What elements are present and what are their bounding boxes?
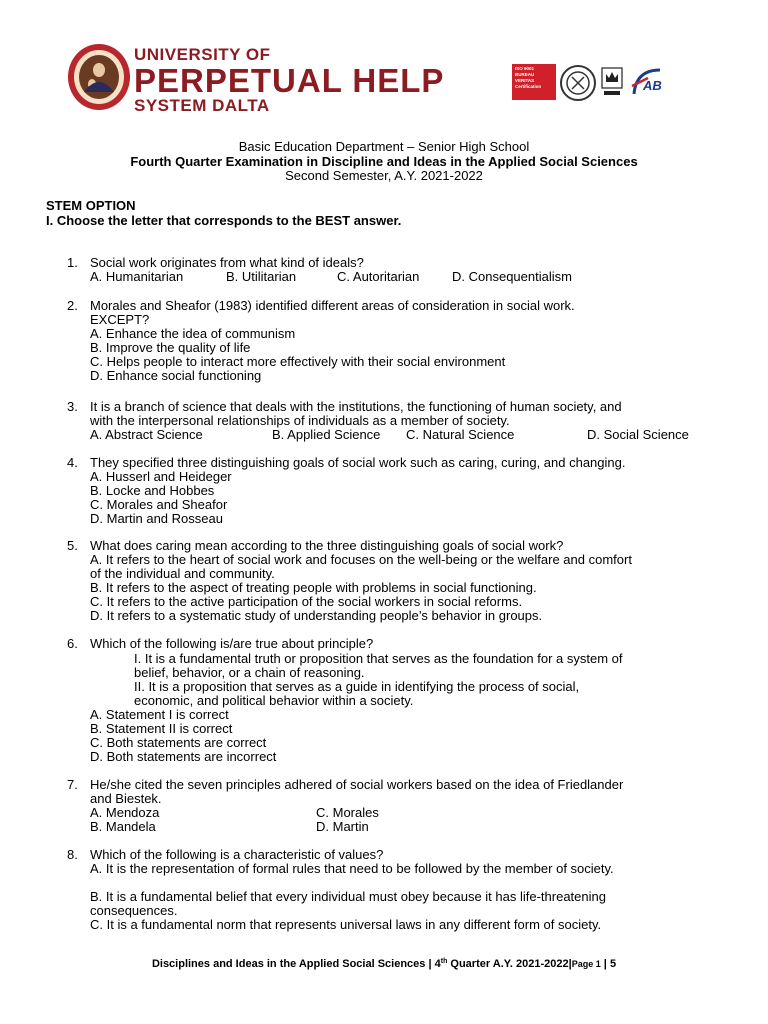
section-option: STEM OPTION <box>46 198 136 213</box>
option-b[interactable]: B. Utilitarian <box>226 269 297 284</box>
question-stem: What does caring mean according to the three distinguishing goals of social work? <box>90 538 564 553</box>
option-b[interactable]: B. Applied Science <box>272 427 381 442</box>
university-name-line1: UNIVERSITY OF <box>134 45 271 64</box>
university-seal-icon <box>66 42 132 112</box>
option-d[interactable]: D. Both statements are incorrect <box>90 749 277 764</box>
option-c[interactable]: C. It refers to the active participation of the social workers in social reforms. <box>90 594 523 609</box>
question-number: 1. <box>67 255 78 270</box>
exam-title: Fourth Quarter Examination in Discipline and Ideas in the Applied Social Sciences <box>130 154 638 169</box>
option-d[interactable]: D. Martin <box>316 819 369 834</box>
question-stem-line1: He/she cited the seven principles adhered of social workers based on the idea of Friedlander <box>90 777 624 792</box>
semester-title: Second Semester, A.Y. 2021-2022 <box>285 168 483 183</box>
university-logo <box>66 40 445 115</box>
iso-certification-badge: ISO 9001 BUREAU VERITAS Certification <box>512 64 556 100</box>
option-b[interactable]: B. Statement II is correct <box>90 721 233 736</box>
option-b[interactable]: B. Mandela <box>90 819 156 834</box>
option-b[interactable]: B. Locke and Hobbes <box>90 483 215 498</box>
statement-2-line1: II. It is a proposition that serves as a guide in identifying the process of social, <box>134 679 580 694</box>
option-c[interactable]: C. Helps people to interact more effectively with their social environment <box>90 354 506 369</box>
question-number: 4. <box>67 455 78 470</box>
option-d[interactable]: D. It refers to a systematic study of understanding people’s behavior in groups. <box>90 608 543 623</box>
option-c[interactable]: C. Autoritarian <box>337 269 420 284</box>
option-a-line1[interactable]: A. It refers to the heart of social work and focuses on the well-being or the welfare and comfort <box>90 552 632 567</box>
pab-logo-icon <box>626 64 666 102</box>
option-a[interactable]: A. Enhance the idea of communism <box>90 326 296 341</box>
option-c[interactable]: C. It is a fundamental norm that represents universal laws in any different form of society. <box>90 917 602 932</box>
option-a[interactable]: A. Statement I is correct <box>90 707 229 722</box>
question-number: 2. <box>67 298 78 313</box>
option-d[interactable]: D. Consequentialism <box>452 269 572 284</box>
svg-text:AB: AB <box>643 78 662 93</box>
question-stem-line2: and Biestek. <box>90 791 162 806</box>
footer-page-label: Page 1 <box>571 959 601 969</box>
option-a[interactable]: A. Humanitarian <box>90 269 184 284</box>
footer-total-pages: 5 <box>609 958 617 970</box>
option-b-line1[interactable]: B. It is a fundamental belief that every individual must obey because it has life-threatening <box>90 889 606 904</box>
option-c[interactable]: C. Morales and Sheafor <box>90 497 228 512</box>
footer-quarter-text: Quarter A.Y. 2021-2022 <box>450 958 569 970</box>
option-a[interactable]: A. It is the representation of formal rules that need to be followed by the member of society. <box>90 861 614 876</box>
option-d[interactable]: D. Enhance social functioning <box>90 368 262 383</box>
footer-separator: | <box>603 958 607 970</box>
statement-1-line2: belief, behavior, or a chain of reasoning. <box>134 665 365 680</box>
question-number: 8. <box>67 847 78 862</box>
statement-1-line1: I. It is a fundamental truth or proposition that serves as the foundation for a system of <box>134 651 623 666</box>
footer-separator: | <box>428 958 432 970</box>
question-number: 3. <box>67 399 78 414</box>
statement-2-line2: economic, and political behavior within a society. <box>134 693 414 708</box>
option-b[interactable]: B. Improve the quality of life <box>90 340 251 355</box>
option-d[interactable]: D. Martin and Rosseau <box>90 511 223 526</box>
section-instruction: I. Choose the letter that corresponds to the BEST answer. <box>46 213 402 228</box>
certification-logos <box>512 64 668 104</box>
option-a[interactable]: A. Mendoza <box>90 805 160 820</box>
option-d[interactable]: D. Social Science <box>587 427 689 442</box>
question-stem-line1: It is a branch of science that deals with the institutions, the functioning of human society, and <box>90 399 622 414</box>
option-c[interactable]: C. Morales <box>316 805 379 820</box>
footer-subject: Disciplines and Ideas in the Applied Social Sciences <box>151 958 426 970</box>
option-a-line2[interactable]: of the individual and community. <box>90 566 275 581</box>
question-number: 7. <box>67 777 78 792</box>
question-stem: They specified three distinguishing goals of social work such as caring, curing, and changing. <box>90 455 626 470</box>
page-footer <box>0 958 768 971</box>
option-b[interactable]: B. It refers to the aspect of treating people with problems in social functioning. <box>90 580 537 595</box>
question-stem: Social work originates from what kind of ideals? <box>90 255 364 270</box>
footer-separator: | <box>568 958 572 970</box>
option-c[interactable]: C. Both statements are correct <box>90 735 267 750</box>
department-title: Basic Education Department – Senior High School <box>238 139 530 154</box>
question-stem-line2: EXCEPT? <box>90 312 150 327</box>
question-stem-line2: with the interpersonal relationships of individuals as a member of society. <box>90 413 510 428</box>
university-name-line3: SYSTEM DALTA <box>134 96 270 115</box>
option-c[interactable]: C. Natural Science <box>406 427 515 442</box>
question-stem: Which of the following is/are true about principle? <box>90 636 374 651</box>
bureau-veritas-seal-icon <box>559 64 597 102</box>
question-stem: Which of the following is a characteristic of values? <box>90 847 384 862</box>
question-number: 6. <box>67 636 78 651</box>
university-name-line2: PERPETUAL HELP <box>134 62 445 99</box>
option-a[interactable]: A. Husserl and Heideger <box>90 469 232 484</box>
option-a[interactable]: A. Abstract Science <box>90 427 203 442</box>
question-number: 5. <box>67 538 78 553</box>
footer-quarter-number: 4 <box>434 958 441 970</box>
option-b-line2[interactable]: consequences. <box>90 903 178 918</box>
ukas-crown-icon <box>600 64 624 102</box>
footer-quarter-suffix: th <box>440 958 448 965</box>
question-stem-line1: Morales and Sheafor (1983) identified different areas of consideration in social work. <box>90 298 575 313</box>
